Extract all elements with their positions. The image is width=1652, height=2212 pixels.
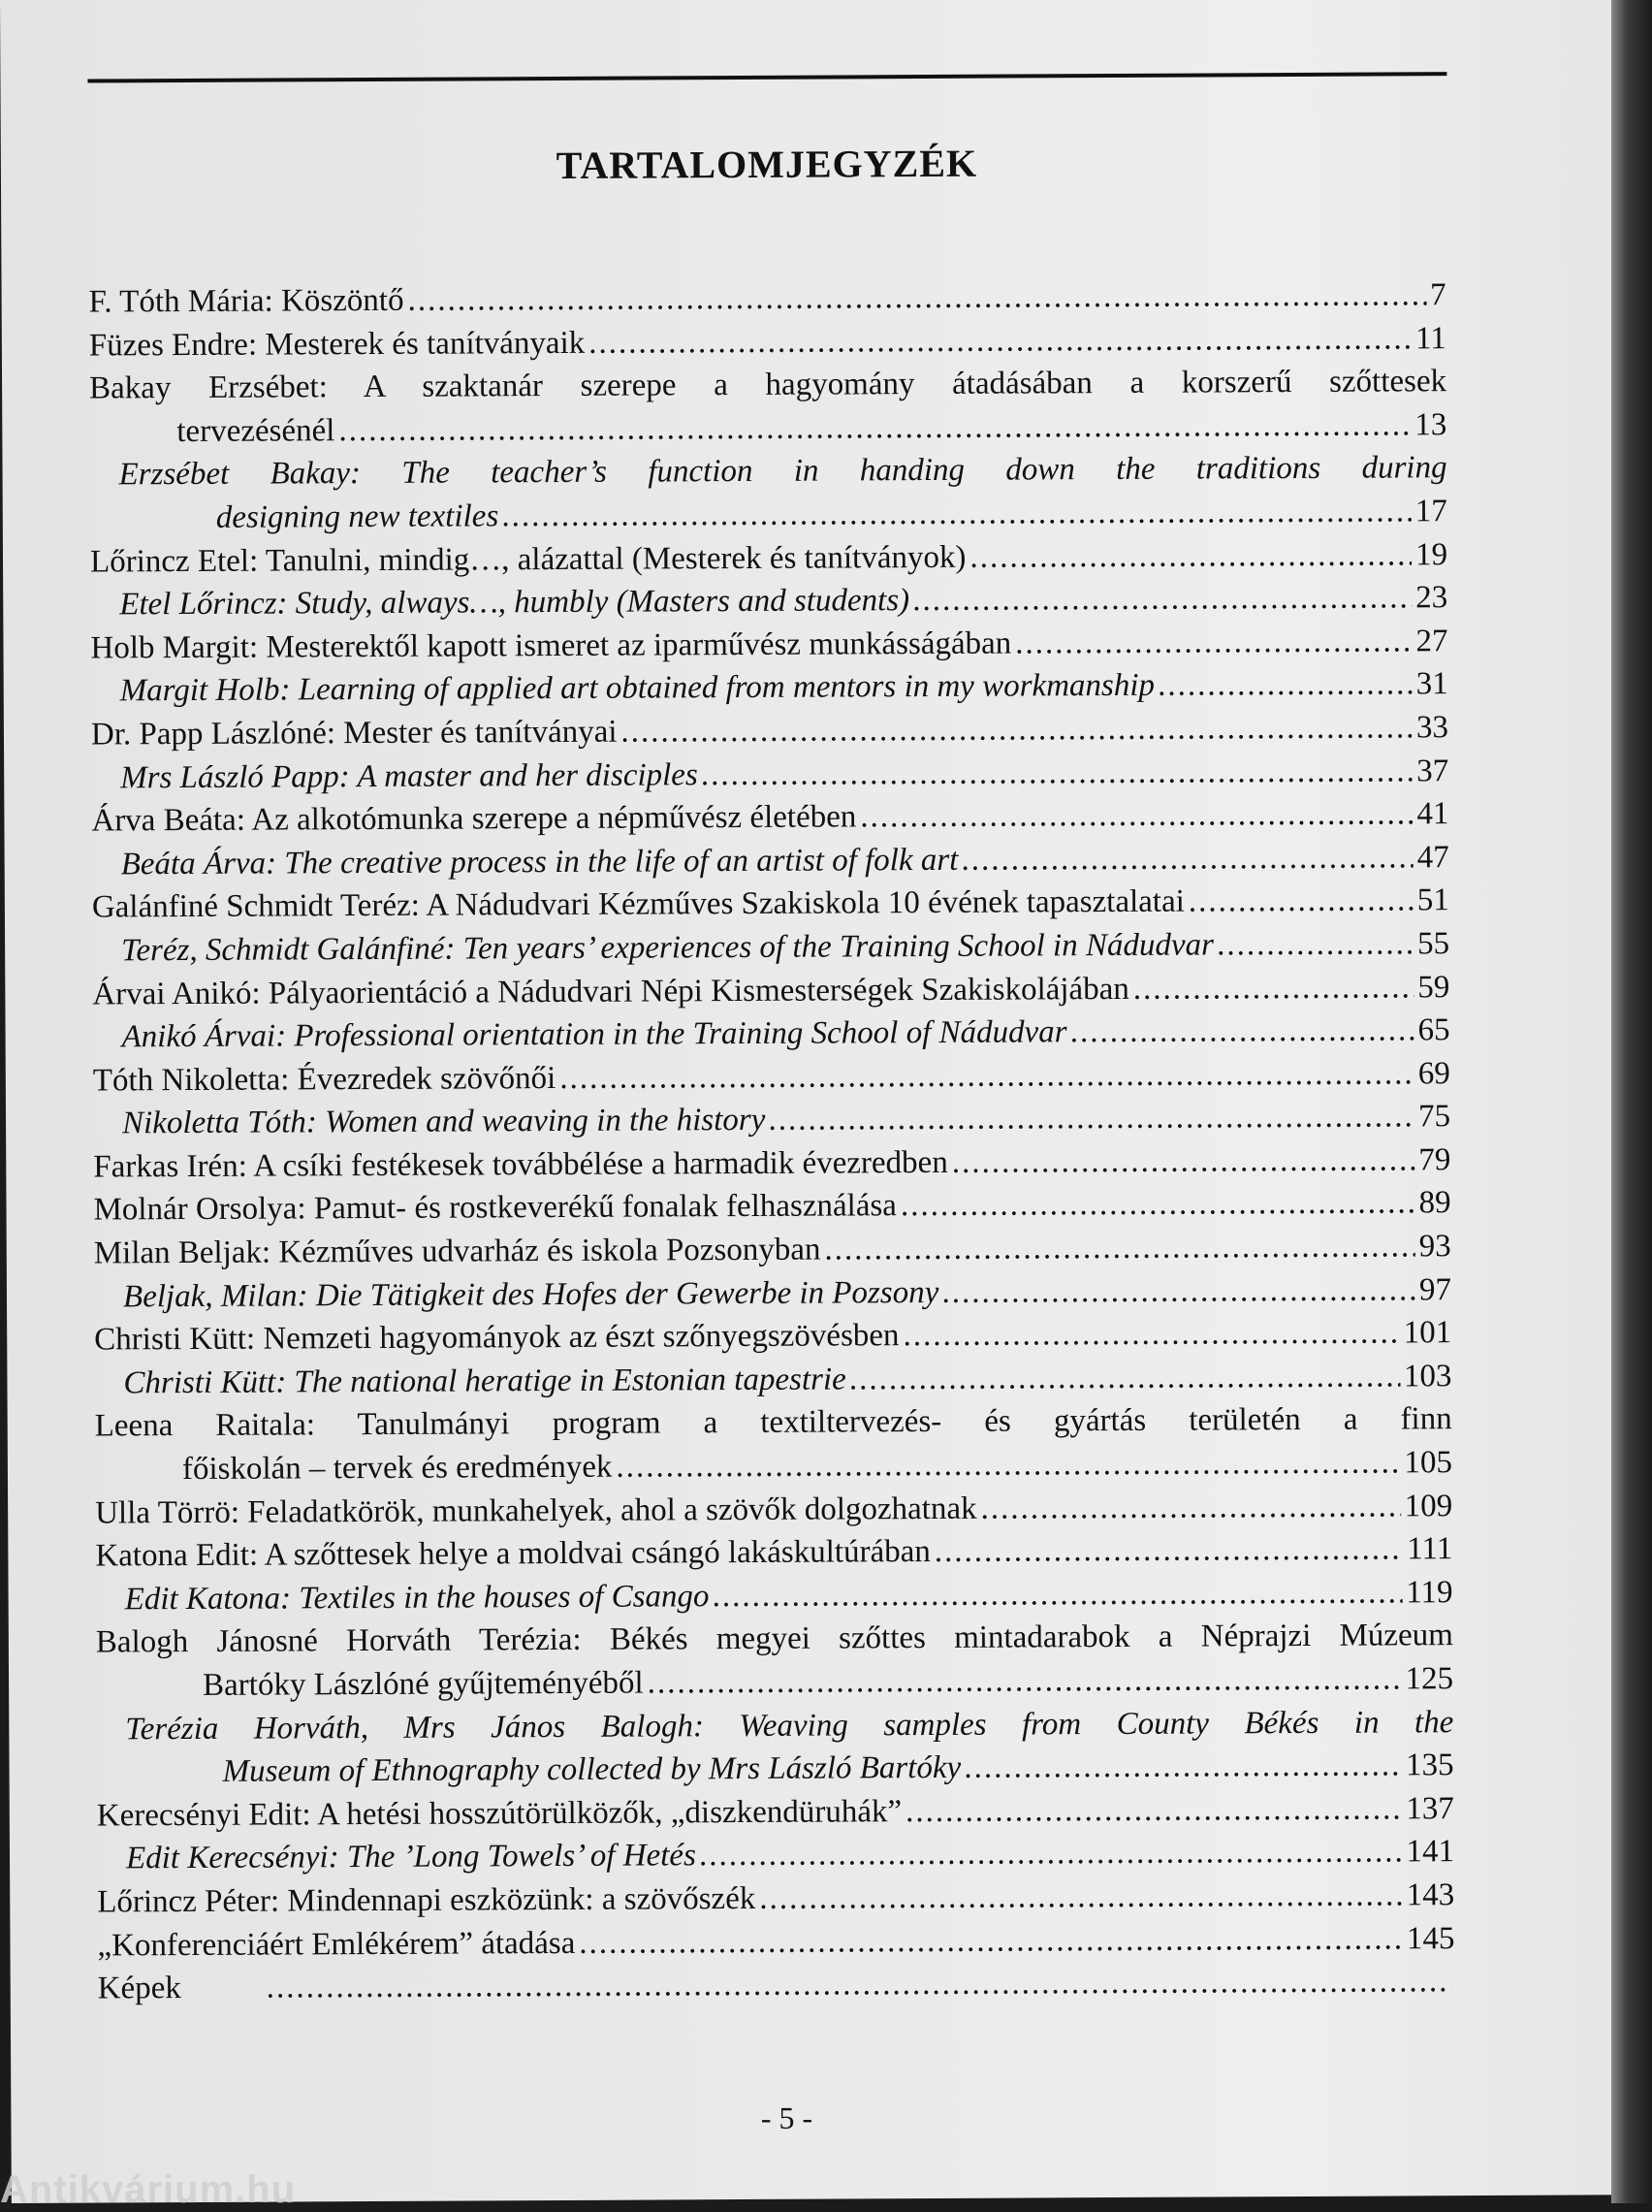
toc-entry-title: Árvai Anikó: Pályaorientáció a Nádudvari Népi Kismesterségek Szakiskolájában bbox=[92, 971, 1129, 1012]
toc-entry-title: Farkas Irén: A csíki festékesek továbbélése a harmadik évezredben bbox=[93, 1144, 948, 1185]
toc-entry bbox=[95, 1527, 1452, 1578]
toc-entry-page: 31 bbox=[1415, 666, 1448, 702]
page-edge bbox=[1611, 0, 1652, 2203]
toc-entry bbox=[98, 1960, 1455, 2010]
toc-entry bbox=[90, 533, 1447, 584]
toc-entry bbox=[96, 1571, 1453, 1621]
dot-leader bbox=[824, 1225, 1415, 1271]
dot-leader bbox=[648, 1657, 1402, 1705]
dot-leader bbox=[1189, 880, 1414, 924]
toc-entry-title: Margit Holb: Learning of applied art obtained from mentors in my workmanship bbox=[119, 668, 1156, 709]
dot-leader bbox=[700, 1831, 1403, 1877]
dot-leader bbox=[713, 1571, 1402, 1618]
toc-entry bbox=[89, 403, 1446, 454]
toc-entry bbox=[94, 1225, 1451, 1275]
dot-leader bbox=[769, 1096, 1414, 1142]
dot-leader bbox=[952, 1138, 1415, 1184]
toc-entry-page: 135 bbox=[1405, 1747, 1454, 1783]
toc-entry bbox=[95, 1485, 1452, 1535]
toc-entry bbox=[97, 1831, 1454, 1881]
toc-entry-title: Etel Lőrincz: Study, always…, humbly (Masters and students) bbox=[119, 583, 910, 623]
toc-entry-page: 125 bbox=[1405, 1661, 1454, 1697]
toc-entry-line1: Leena Raitala: Tanulmányi program a textiltervezés- és gyártás területén a finn bbox=[94, 1401, 1452, 1444]
dot-leader bbox=[942, 1268, 1415, 1314]
dot-leader bbox=[935, 1528, 1404, 1574]
dot-leader bbox=[1218, 922, 1414, 967]
toc-entry-title: F. Tóth Mária: Köszöntő bbox=[88, 282, 404, 320]
toc-entry-title: Beáta Árva: The creative process in the life of an artist of folk art bbox=[120, 842, 959, 882]
toc-entry bbox=[89, 317, 1446, 368]
toc-entry-title: Edit Katona: Textiles in the houses of Csango bbox=[124, 1579, 710, 1618]
toc-entry bbox=[93, 1052, 1450, 1103]
dot-leader bbox=[579, 1917, 1403, 1965]
toc-entry-page: 137 bbox=[1406, 1790, 1454, 1827]
toc-entry-title: Christi Kütt: Nemzeti hagyományok az észt szőnyegszövésben bbox=[94, 1318, 900, 1358]
dot-leader bbox=[620, 706, 1413, 753]
dot-leader bbox=[559, 1052, 1414, 1100]
toc-entry-title: Lőrincz Péter: Mindennapi eszközünk: a szövőszék bbox=[97, 1880, 756, 1920]
toc-entry-page: 23 bbox=[1415, 580, 1448, 616]
toc-entry-title: „Konferenciáért Emlékérem” átadása bbox=[97, 1925, 576, 1964]
toc-entry-page: 101 bbox=[1403, 1315, 1452, 1351]
toc-entry-page: 111 bbox=[1407, 1531, 1453, 1567]
dot-leader bbox=[969, 533, 1412, 579]
toc-entry-title: Tóth Nikoletta: Évezredek szövőnői bbox=[92, 1060, 556, 1099]
toc-entry-page: 41 bbox=[1416, 796, 1449, 832]
toc-entry-page: 51 bbox=[1416, 882, 1449, 918]
toc-entry bbox=[91, 750, 1448, 800]
toc-entry-title: Anikó Árvai: Professional orientation in the Training School of Nádudvar bbox=[121, 1014, 1067, 1055]
dot-leader bbox=[502, 490, 1412, 538]
toc-entry-title: főiskolán – tervek és eredmények bbox=[181, 1449, 613, 1488]
toc-entry-page: 27 bbox=[1415, 623, 1448, 659]
toc-entry-page: 143 bbox=[1406, 1877, 1455, 1913]
toc-entry-title: Galánfiné Schmidt Teréz: A Nádudvari Kézműves Szakiskola 10 évének tapasztalatai bbox=[91, 883, 1185, 925]
watermark: Antikvárium.hu bbox=[0, 2168, 297, 2211]
toc-entry-page: 19 bbox=[1414, 536, 1448, 572]
dot-leader bbox=[850, 1355, 1400, 1401]
toc-entry bbox=[94, 1268, 1451, 1319]
dot-leader bbox=[1015, 620, 1413, 665]
toc-entry bbox=[96, 1657, 1453, 1708]
toc-entry-title: Lőrincz Etel: Tanulni, mindig…, alázattal (Mesterek és tanítványok) bbox=[89, 539, 967, 580]
dot-leader bbox=[980, 1485, 1400, 1530]
toc-entry bbox=[90, 620, 1447, 670]
toc-entry-title: Bartóky Lászlóné gyűjteményéből bbox=[203, 1665, 644, 1703]
toc-entry-page: 33 bbox=[1415, 710, 1449, 746]
toc-entry-title: Teréz, Schmidt Galánfiné: Ten years’ experiences of the Training School in Nádudvar bbox=[121, 927, 1215, 969]
page-title: TARTALOMJEGYZÉK bbox=[556, 141, 978, 187]
toc-entry-title: Dr. Papp Lászlóné: Mester és tanítványai bbox=[90, 714, 618, 753]
toc-entry-title: Ulla Törrö: Feladatkörök, munkahelyek, ahol a szövők dolgozhatnak bbox=[95, 1491, 977, 1531]
toc-entry-page: 37 bbox=[1416, 753, 1449, 788]
toc-entry-page: 11 bbox=[1414, 320, 1446, 356]
toc-entry-page: 141 bbox=[1406, 1834, 1455, 1870]
toc-entry bbox=[93, 1095, 1450, 1145]
toc-entry-title: Mrs László Papp: A master and her disciples bbox=[120, 756, 698, 795]
dot-leader bbox=[901, 1182, 1415, 1228]
toc-entry bbox=[90, 490, 1447, 540]
toc-entry bbox=[97, 1874, 1454, 1924]
toc-entry-title: Árva Beáta: Az alkotómunka szerepe a népművész életében bbox=[91, 799, 857, 839]
dot-leader bbox=[407, 273, 1426, 322]
toc-entry-title: Füzes Endre: Mesterek és tanítványaik bbox=[88, 325, 586, 364]
toc-entry-title: Milan Beljak: Kézműves udvarház és iskola Pozsonyban bbox=[93, 1232, 821, 1271]
toc-entry-title: Nikoletta Tóth: Women and weaving in the history bbox=[121, 1103, 766, 1141]
header-rule bbox=[87, 72, 1446, 82]
toc-entry-page: 79 bbox=[1418, 1142, 1451, 1178]
toc-entry bbox=[93, 1182, 1450, 1233]
toc-entry bbox=[92, 1009, 1449, 1059]
toc-entry-page: 75 bbox=[1417, 1099, 1451, 1135]
toc-entry-title: Kerecsényi Edit: A hetési hosszútörülközők, „diszkendüruhák” bbox=[96, 1793, 903, 1834]
toc-entry-title: Edit Kerecsényi: The ’Long Towels’ of Hetés bbox=[125, 1838, 696, 1876]
toc-entry-page: 65 bbox=[1417, 1012, 1450, 1048]
toc-entry-line1: Terézia Horváth, Mrs János Balogh: Weaving samples from County Békés in the bbox=[125, 1704, 1454, 1747]
toc-entry bbox=[94, 1311, 1451, 1362]
toc-entry-title: Museum of Ethnography collected by Mrs László Bartóky bbox=[222, 1750, 962, 1790]
dot-leader bbox=[588, 317, 1412, 365]
toc-entry-line1: Bakay Erzsébet: A szaktanár szerepe a hagyomány átadásában a korszerű szőttesek bbox=[89, 364, 1447, 406]
toc-entry-page: 17 bbox=[1414, 494, 1447, 529]
toc-entry-page: 109 bbox=[1404, 1488, 1453, 1524]
toc-entry-title: Beljak, Milan: Die Tätigkeit des Hofes der Gewerbe in Pozsony bbox=[122, 1274, 939, 1315]
dot-leader bbox=[913, 577, 1412, 623]
toc-entry-page: 7 bbox=[1430, 277, 1446, 313]
dot-leader bbox=[1133, 966, 1414, 1010]
toc-entry-page: 59 bbox=[1417, 969, 1450, 1005]
toc-entry bbox=[91, 663, 1448, 714]
dot-leader bbox=[965, 1745, 1402, 1790]
toc-entry-line1: Balogh Jánosné Horváth Terézia: Békés megyei szőttes mintadarabok a Néprajzi Múzeum bbox=[95, 1618, 1453, 1660]
table-of-contents bbox=[89, 273, 1455, 2010]
toc-entry bbox=[97, 1917, 1454, 1968]
toc-entry bbox=[91, 706, 1448, 756]
toc-entry bbox=[93, 1138, 1450, 1189]
toc-entry bbox=[91, 792, 1448, 843]
toc-entry bbox=[92, 836, 1449, 886]
toc-entry bbox=[89, 273, 1446, 324]
dot-leader bbox=[267, 1960, 1451, 2009]
dot-leader bbox=[962, 836, 1414, 882]
dot-leader bbox=[1070, 1009, 1414, 1053]
toc-entry-page: 55 bbox=[1417, 926, 1450, 962]
toc-entry-page: 105 bbox=[1404, 1445, 1453, 1481]
dot-leader bbox=[903, 1312, 1399, 1358]
toc-entry-page: 47 bbox=[1416, 839, 1449, 876]
toc-entry-page: 69 bbox=[1417, 1055, 1450, 1092]
toc-entry bbox=[92, 966, 1449, 1016]
toc-entry bbox=[96, 1744, 1453, 1794]
toc-entry-page: 89 bbox=[1418, 1185, 1451, 1221]
toc-entry-page: 119 bbox=[1406, 1574, 1453, 1611]
dot-leader bbox=[338, 403, 1411, 452]
toc-entry bbox=[97, 1787, 1454, 1838]
toc-entry-page: 93 bbox=[1418, 1229, 1451, 1265]
toc-entry bbox=[94, 1355, 1451, 1405]
toc-entry-title: Katona Edit: A szőttesek helye a moldvai csángó lakáskultúrában bbox=[95, 1534, 931, 1574]
dot-leader bbox=[616, 1441, 1400, 1489]
toc-entry-page: 13 bbox=[1414, 406, 1447, 443]
dot-leader bbox=[905, 1787, 1402, 1833]
toc-entry-page: 145 bbox=[1406, 1920, 1455, 1956]
dot-leader bbox=[1159, 663, 1413, 708]
toc-entry-title: tervezésénél bbox=[176, 412, 335, 449]
toc-entry-page: 97 bbox=[1418, 1271, 1452, 1308]
toc-entry-title: Molnár Orsolya: Pamut- és rostkeverékű fonalak felhasználása bbox=[93, 1188, 898, 1228]
toc-entry-title: Holb Margit: Mesterektől kapott ismeret az iparművész munkásságában bbox=[90, 625, 1012, 666]
toc-entry-line1: Erzsébet Bakay: The teacher’s function in handing down the traditions during bbox=[118, 450, 1447, 493]
toc-entry-title: designing new textiles bbox=[215, 498, 499, 535]
toc-entry bbox=[92, 879, 1449, 929]
dot-leader bbox=[702, 750, 1414, 796]
toc-entry bbox=[90, 576, 1447, 626]
toc-entry-title: Christi Kütt: The national heratige in Estonian tapestrie bbox=[123, 1362, 846, 1401]
toc-entry bbox=[95, 1441, 1452, 1491]
dot-leader bbox=[759, 1874, 1403, 1920]
page-number: - 5 - bbox=[760, 2100, 813, 2135]
toc-entry bbox=[92, 922, 1449, 973]
toc-entry-page: 103 bbox=[1403, 1359, 1452, 1395]
toc-entry-title: Képek bbox=[97, 1971, 181, 2006]
dot-leader bbox=[860, 793, 1413, 840]
